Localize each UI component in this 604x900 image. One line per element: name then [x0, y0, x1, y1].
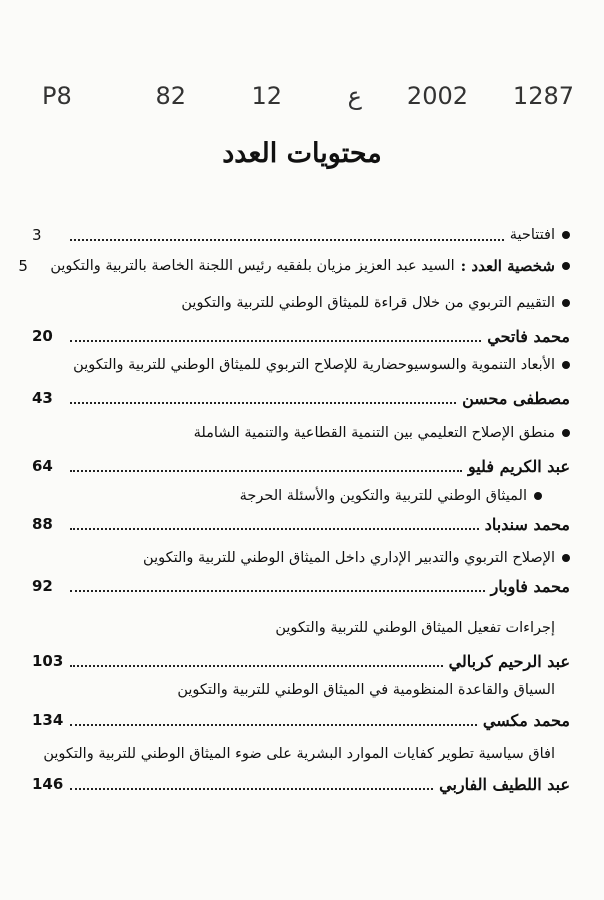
bullet-icon: [562, 429, 570, 437]
page-number: 43: [32, 389, 53, 407]
entry-author: عبد اللطيف الفاربي: [439, 774, 570, 794]
entry-title: السيد عبد العزيز مزيان بلفقيه رئيس اللجنة الخاصة بالتربية والتكوين: [50, 258, 455, 274]
handwritten-note: 82: [155, 82, 186, 110]
entry-title: الأبعاد التنموية والسوسيوحضارية للإصلاح التربوي للميثاق الوطني للتربية والتكوين: [73, 357, 555, 373]
dot-leader: [70, 470, 462, 472]
bullet-icon: [562, 554, 570, 562]
entry-title: افاق سياسية تطوير كفايات الموارد البشرية على ضوء الميثاق الوطني للتربية والتكوين: [43, 746, 555, 762]
handwritten-note: 1287: [512, 82, 574, 110]
entry-title: السياق والقاعدة المنظومية في الميثاق الوطني للتربية والتكوين: [177, 682, 555, 698]
handwritten-note: ع: [347, 82, 362, 110]
page-number: 3: [32, 226, 42, 244]
entry-author: محمد سندباد: [484, 514, 570, 534]
page-number: 92: [32, 577, 53, 595]
dot-leader: [70, 528, 479, 530]
bullet-icon: [562, 262, 570, 270]
bullet-icon: [562, 361, 570, 369]
entry-author: عبد الكريم فليو: [467, 456, 570, 476]
dot-leader: [70, 239, 504, 241]
bullet-icon: [534, 492, 542, 500]
entry-author: محمد مكسي: [482, 710, 570, 730]
entry-author: عبد الرحيم كربالي: [448, 651, 570, 671]
dot-leader: [70, 590, 485, 592]
entry-title: التقييم التربوي من خلال قراءة للميثاق الوطني للتربية والتكوين: [181, 295, 555, 311]
dot-leader: [70, 788, 433, 790]
page-title: محتويات العدد: [222, 138, 382, 169]
dot-leader: [70, 724, 477, 726]
dot-leader: [70, 340, 481, 342]
entry-title: إجراءات تفعيل الميثاق الوطني للتربية والتكوين: [275, 620, 555, 636]
page-number: 64: [32, 457, 53, 475]
entry-title: الإصلاح التربوي والتدبير الإداري داخل الميثاق الوطني للتربية والتكوين: [143, 550, 555, 566]
dot-leader: [70, 402, 456, 404]
entry-author: محمد فاوبار: [490, 576, 570, 596]
entry-author: مصطفى محسن: [462, 388, 570, 408]
handwritten-note: 12: [251, 82, 282, 110]
page-number: 134: [32, 711, 64, 729]
entry-title: منطق الإصلاح التعليمي بين التنمية القطاعية والتنمية الشاملة: [193, 425, 555, 441]
dot-leader: [70, 665, 443, 667]
bullet-icon: [562, 231, 570, 239]
page-number: 103: [32, 652, 64, 670]
bullet-icon: [562, 299, 570, 307]
page-number: 20: [32, 327, 53, 345]
page-number: 88: [32, 515, 53, 533]
handwritten-note: 2002: [406, 82, 468, 110]
entry-author: محمد فاتحي: [487, 326, 570, 346]
entry-label: شخصية العدد :: [460, 257, 555, 275]
page-number: 5: [18, 257, 28, 275]
handwritten-note: P8: [42, 82, 72, 110]
page-number: 146: [32, 775, 64, 793]
entry-title: افتتاحية: [509, 227, 555, 243]
entry-title: الميثاق الوطني للتربية والتكوين والأسئلة الحرجة: [239, 488, 527, 504]
